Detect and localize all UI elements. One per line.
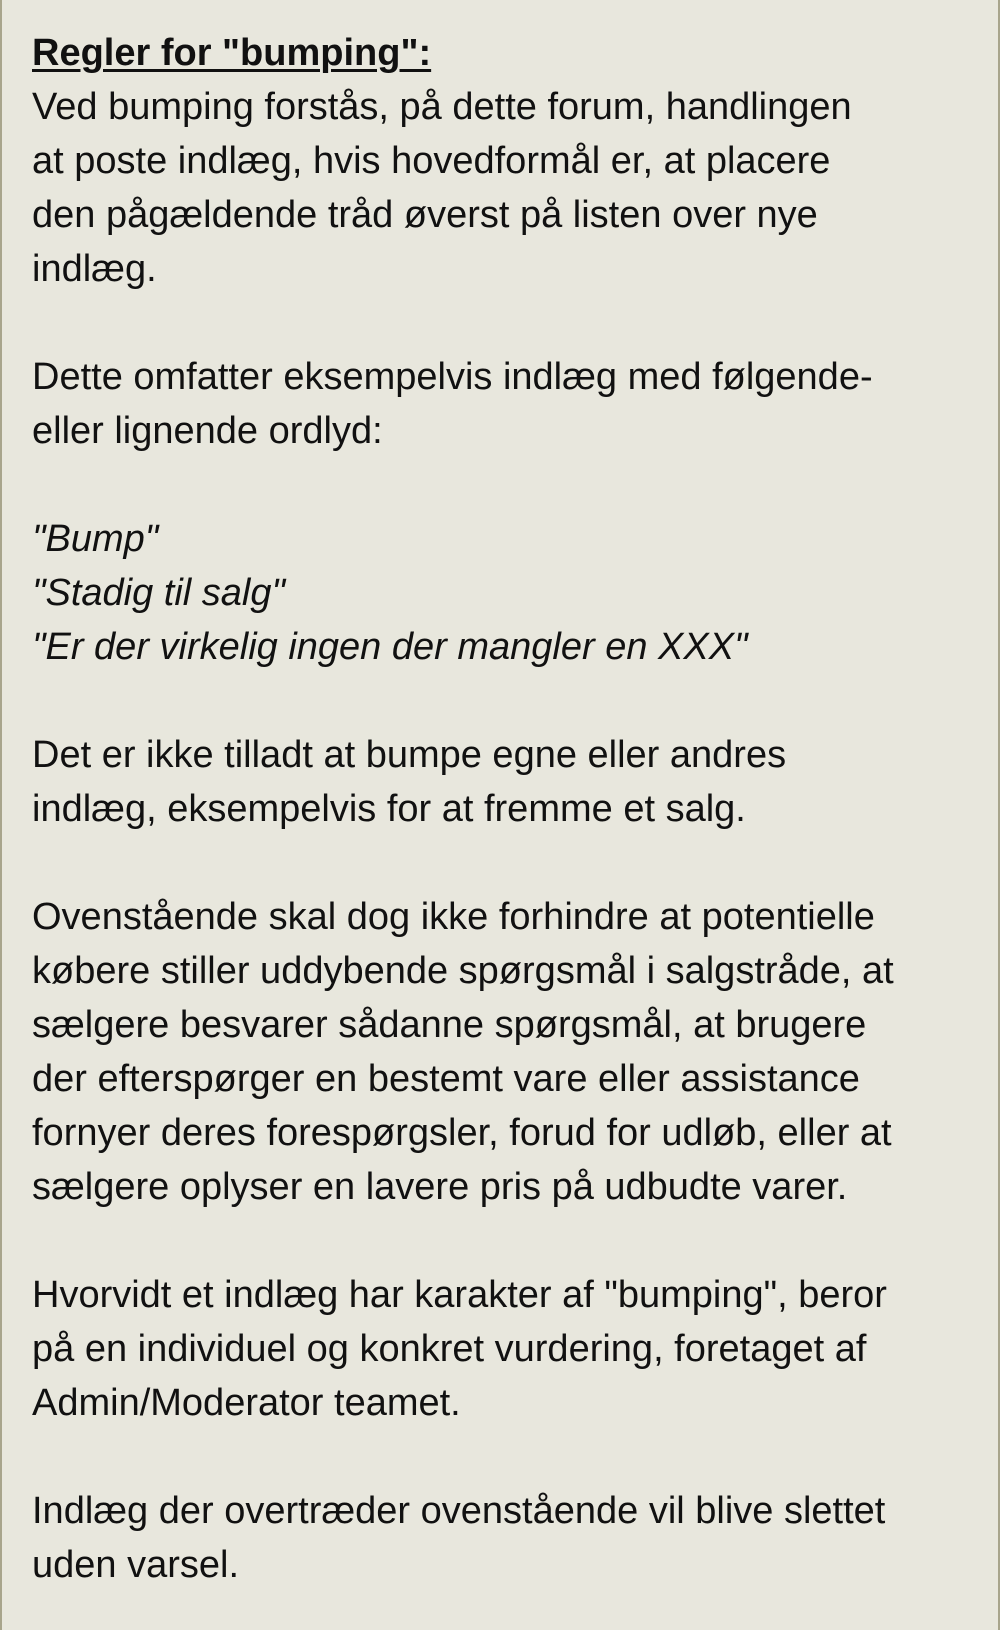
text-line: Ovenstående skal dog ikke forhindre at potentielle: [32, 896, 875, 938]
text-line: der efterspørger en bestemt vare eller assistance: [32, 1058, 860, 1100]
text-line: Ved bumping forstås, på dette forum, handlingen: [32, 86, 852, 128]
text-line: indlæg.: [32, 248, 157, 290]
text-line: indlæg, eksempelvis for at fremme et salg.: [32, 788, 746, 830]
paragraph-gap: [32, 836, 982, 890]
text-line: Indlæg der overtræder ovenstående vil blive slettet: [32, 1490, 886, 1532]
text-line: Hvorvidt et indlæg har karakter af "bumping", beror: [32, 1274, 887, 1316]
text-line: sælgere besvarer sådanne spørgsmål, at brugere: [32, 1004, 867, 1046]
text-line: den pågældende tråd øverst på listen over nye: [32, 194, 818, 236]
assessment-paragraph: [32, 1268, 982, 1430]
text-line: fornyer deres forespørgsler, forud for udløb, eller at: [32, 1112, 892, 1154]
definition-paragraph: [32, 80, 982, 296]
text-line: at poste indlæg, hvis hovedformål er, at placere: [32, 140, 831, 182]
text-line: Admin/Moderator teamet.: [32, 1382, 461, 1424]
prohibition-paragraph: [32, 728, 982, 836]
rules-title: Regler for "bumping":: [32, 32, 432, 74]
text-line: sælgere oplyser en lavere pris på udbudte varer.: [32, 1166, 848, 1208]
text-line: eller lignende ordlyd:: [32, 410, 383, 452]
post-body: [32, 26, 982, 1592]
examples-intro-paragraph: [32, 350, 982, 458]
text-line: på en individuel og konkret vurdering, foretaget af: [32, 1328, 867, 1370]
consequence-paragraph: [32, 1484, 982, 1592]
examples-list: [32, 512, 982, 674]
example-quote: "Stadig til salg": [32, 572, 285, 614]
text-line: Dette omfatter eksempelvis indlæg med følgende-: [32, 356, 873, 398]
paragraph-gap: [32, 674, 982, 728]
example-quote: "Er der virkelig ingen der mangler en XXX": [32, 626, 748, 668]
paragraph-gap: [32, 1214, 982, 1268]
example-quote: "Bump": [32, 518, 159, 560]
exceptions-paragraph: [32, 890, 982, 1214]
text-line: uden varsel.: [32, 1544, 240, 1586]
text-line: Det er ikke tilladt at bumpe egne eller andres: [32, 734, 787, 776]
paragraph-gap: [32, 458, 982, 512]
paragraph-gap: [32, 296, 982, 350]
paragraph-gap: [32, 1430, 982, 1484]
text-line: købere stiller uddybende spørgsmål i salgstråde, at: [32, 950, 894, 992]
